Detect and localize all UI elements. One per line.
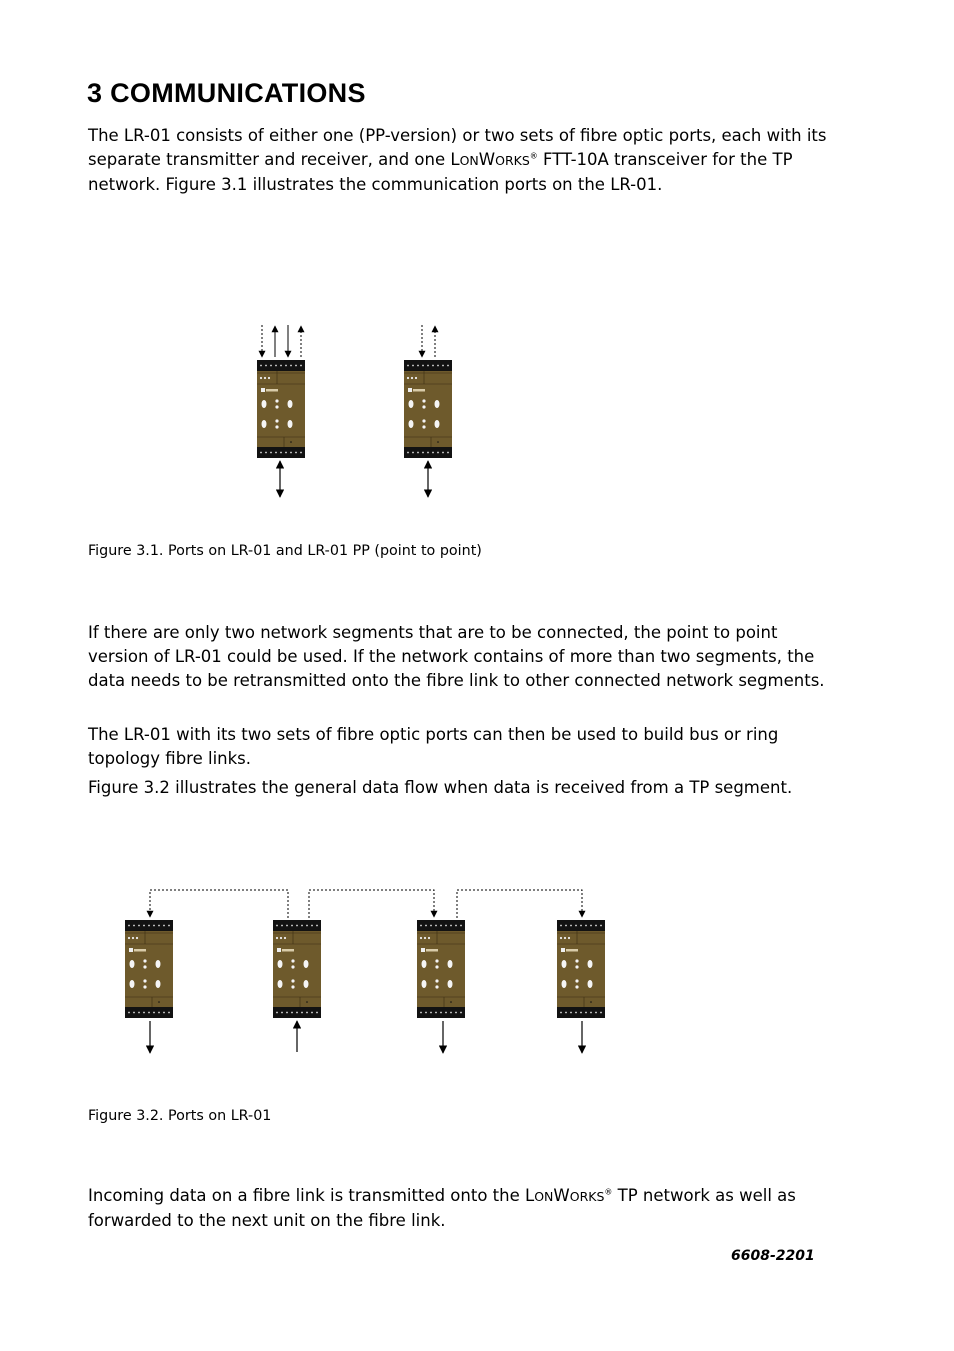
figure-3-2 <box>125 890 605 1053</box>
section-heading: 3 COMMUNICATIONS <box>87 78 366 108</box>
document-number: 6608-2201 <box>731 1248 815 1264</box>
figure-2-caption: Figure 3.2. Ports on LR-01 <box>88 1108 272 1124</box>
paragraph-dataflow: Figure 3.2 illustrates the general data flow when data is received from a TP segment. <box>88 778 793 797</box>
paragraph-segments: If there are only two network segments that are to be connected, the point to point version of LR-01 could be used. If the network contains of more than two segments, the data needs to be retransmitted onto the fibre link to other connected network segments. <box>88 623 825 690</box>
intro-paragraph: The LR-01 consists of either one (PP-version) or two sets of fibre optic ports, each with its separate transmitter and receiver, and one LONWORKS® FTT-10A transceiver for the TP network. Figure 3.1 illustrates the communication ports on the LR-01. <box>88 126 827 194</box>
figure-3-1 <box>257 325 452 497</box>
lr01-pp-device-icon <box>404 325 452 497</box>
unit-3-icon <box>417 920 465 1018</box>
unit-2-icon <box>273 920 321 1018</box>
lr01-device-icon <box>257 325 305 497</box>
paragraph-topology: The LR-01 with its two sets of fibre optic ports can then be used to build bus or ring topology fibre links. <box>88 725 779 768</box>
unit-4-icon <box>557 920 605 1018</box>
figure-1-caption: Figure 3.1. Ports on LR-01 and LR-01 PP (point to point) <box>88 543 482 559</box>
final-paragraph: Incoming data on a fibre link is transmitted onto the LONWORKS® TP network as well as forwarded to the next unit on the fibre link. <box>88 1186 796 1230</box>
unit-1-icon <box>125 920 173 1018</box>
